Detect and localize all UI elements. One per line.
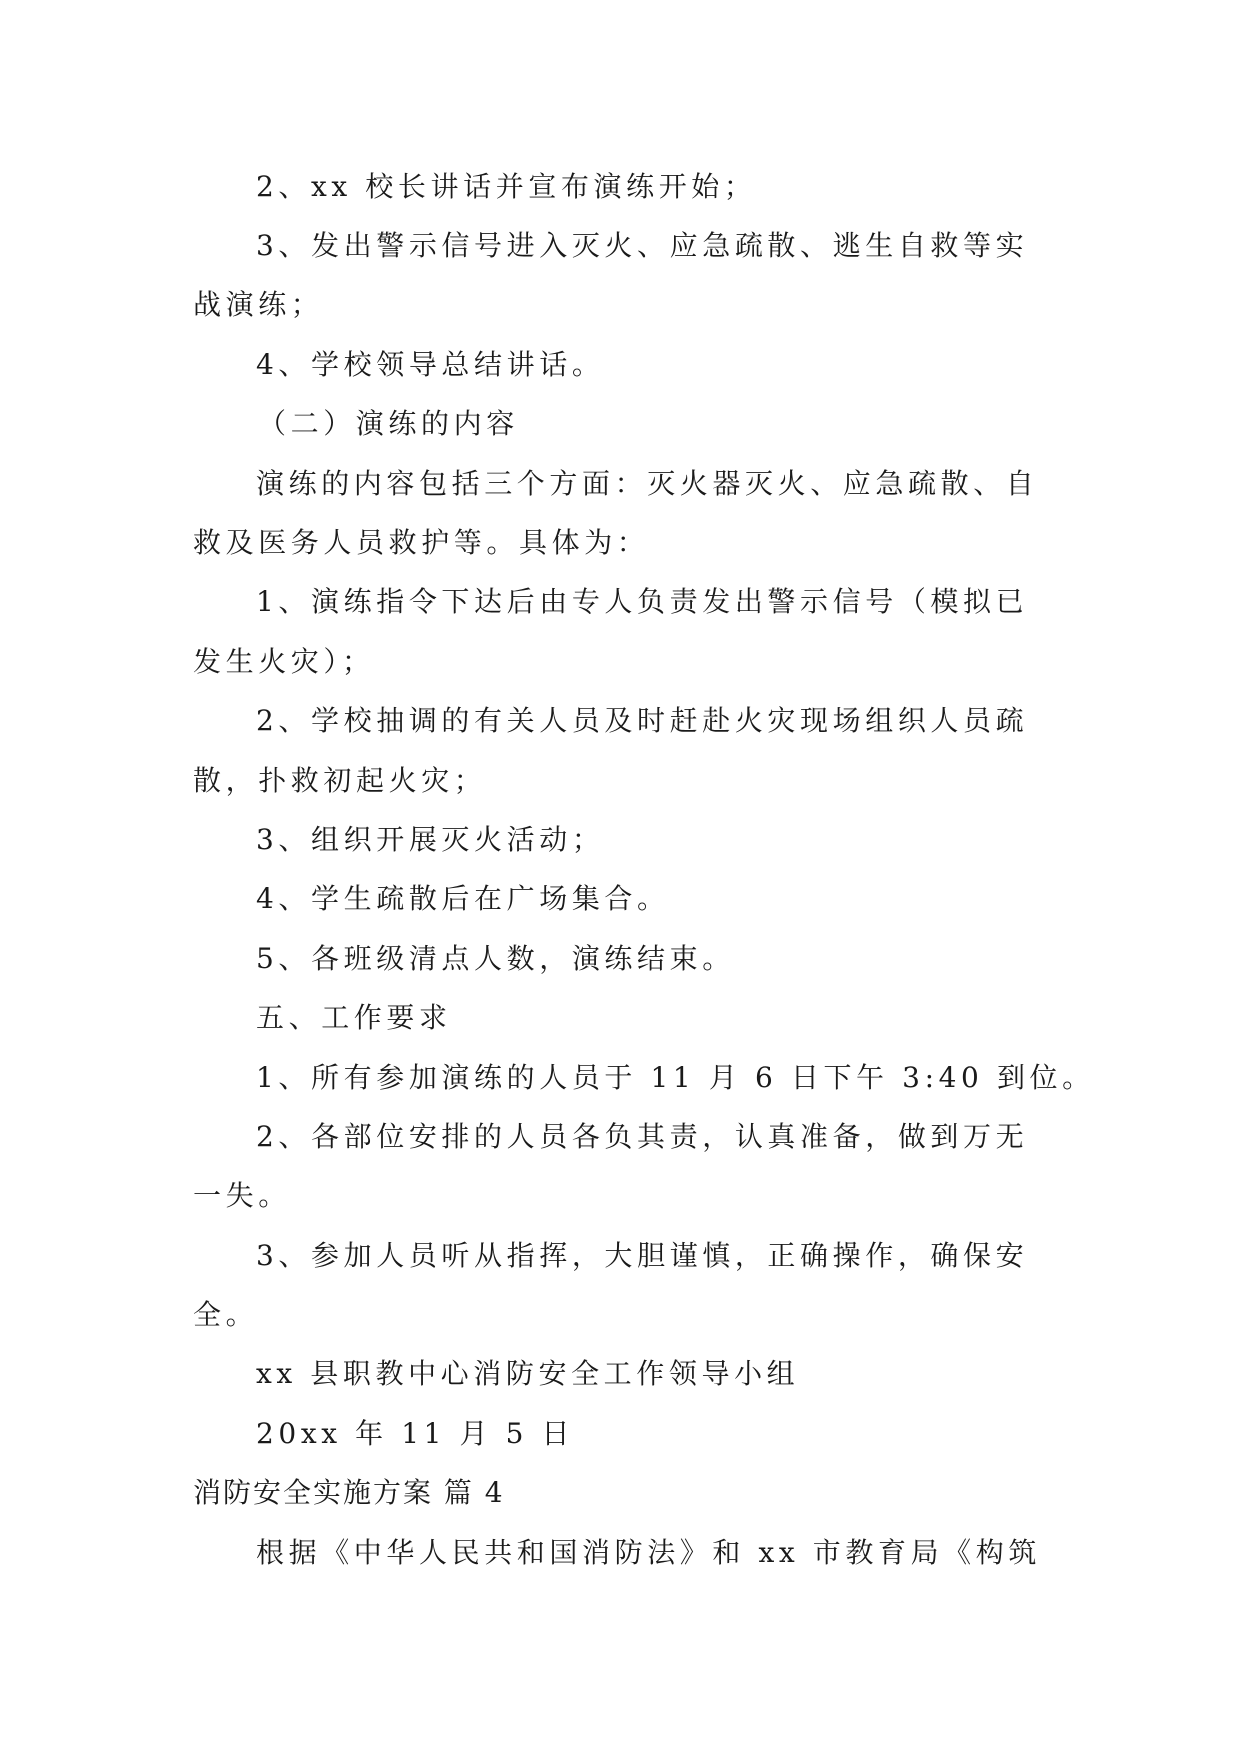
paragraph-line: 救及医务人员救护等。具体为： (193, 526, 650, 559)
paragraph-line: 3、参加人员听从指挥，大胆谨慎，正确操作，确保安 (256, 1239, 1029, 1272)
paragraph-line: 4、学校领导总结讲话。 (256, 348, 605, 381)
paragraph-line: 全。 (193, 1298, 259, 1331)
paragraph-line: 4、学生疏散后在广场集合。 (256, 882, 670, 915)
paragraph-line: 1、演练指令下达后由专人负责发出警示信号（模拟已 (256, 585, 1029, 618)
paragraph-line: 战演练； (193, 288, 324, 321)
paragraph-line: 3、组织开展灭火活动； (256, 823, 605, 856)
paragraph-line: 根据《中华人民共和国消防法》和 xx 市教育局《构筑 (256, 1536, 1041, 1569)
paragraph-line: 发生火灾）； (193, 645, 375, 678)
section-heading: （二）演练的内容 (258, 407, 519, 440)
paragraph-line: 2、xx 校长讲话并宣布演练开始； (256, 170, 757, 203)
signature-date: 20xx 年 11 月 5 日 (256, 1417, 575, 1450)
paragraph-line: 1、所有参加演练的人员于 11 月 6 日下午 3:40 到位。 (256, 1061, 1095, 1094)
paragraph-line: 演练的内容包括三个方面：灭火器灭火、应急疏散、自 (256, 467, 1039, 500)
section-heading: 五、工作要求 (256, 1001, 452, 1034)
paragraph-line: 2、学校抽调的有关人员及时赶赴火灾现场组织人员疏 (256, 704, 1029, 737)
paragraph-line: 散，扑救初起火灾； (193, 764, 487, 797)
paragraph-line: 2、各部位安排的人员各负其责，认真准备，做到万无 (256, 1120, 1029, 1153)
paragraph-line: 3、发出警示信号进入灭火、应急疏散、逃生自救等实 (256, 229, 1029, 262)
signature-org: xx 县职教中心消防安全工作领导小组 (256, 1357, 800, 1390)
paragraph-line: 5、各班级清点人数，演练结束。 (256, 942, 735, 975)
article-title: 消防安全实施方案 篇 4 (193, 1476, 505, 1509)
paragraph-line: 一失。 (193, 1179, 291, 1212)
